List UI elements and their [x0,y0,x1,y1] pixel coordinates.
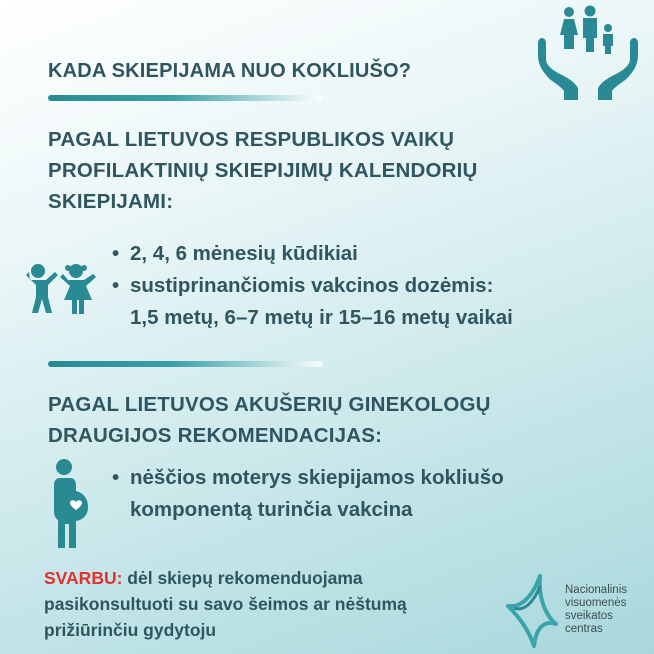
logo-text-line: Nacionalinis [565,584,628,596]
family-in-hands-icon [538,4,638,102]
important-note-line: prižiūrinčiu gydytoju [44,620,217,640]
logo-text-line: visuomenės [565,597,627,609]
logo-text [565,584,627,636]
important-text: dėl skiepų rekomenduojama [122,568,363,588]
logo-text-line: centras [565,623,603,635]
section1-heading-line: SKIEPIJAMI: [48,190,174,213]
section1-heading [48,124,478,217]
logo-text-line: sveikatos [565,610,613,622]
children-icon [18,262,100,316]
list-item-continuation: 1,5 metų, 6–7 metų ir 15–16 metų vaikai [130,306,513,329]
important-label: SVARBU: [44,568,123,588]
nvsc-logo-icon [500,572,562,650]
section2-bullet-list [112,462,504,526]
important-note-line: pasikonsultuoti su savo šeimos ar nėštumą [44,594,407,614]
title-divider [48,95,323,101]
list-item: • sustiprinančiomis vakcinos dozėmis: [112,270,513,302]
section1-bullet-list [112,238,513,334]
section-divider [48,361,323,367]
important-note-line [44,565,407,591]
page-title: KADA SKIEPIJAMA NUO KOKLIUŠO? [48,60,412,82]
list-item: • nėščios moterys skiepijamos kokliušo [112,462,504,494]
section1-heading-line: PROFILAKTINIŲ SKIEPIJIMŲ KALENDORIŲ [48,159,478,182]
pregnant-woman-icon [46,458,92,550]
list-item-continuation: komponentą turinčia vakcina [130,498,413,521]
list-item: • 2, 4, 6 mėnesių kūdikiai [112,238,513,270]
section2-heading-line: DRAUGIJOS REKOMENDACIJAS: [48,424,383,447]
section2-heading [48,389,491,451]
section1-heading-line: PAGAL LIETUVOS RESPUBLIKOS VAIKŲ [48,128,455,151]
important-note [44,565,407,643]
section2-heading-line: PAGAL LIETUVOS AKUŠERIŲ GINEKOLOGŲ [48,393,491,416]
